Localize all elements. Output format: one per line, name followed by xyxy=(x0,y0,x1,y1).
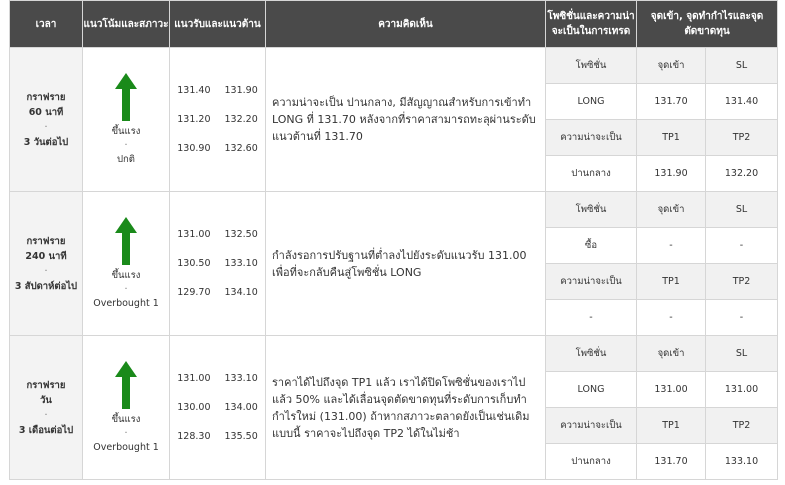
position-cell: ความน่าจะเป็น xyxy=(546,120,637,156)
position-cell: LONG xyxy=(546,84,637,120)
timeframe-line: 240 นาที xyxy=(25,250,67,262)
timeframe-line: กราฟราย xyxy=(26,235,66,247)
table-header-row xyxy=(10,1,778,48)
position-cell: โพซิชั่น xyxy=(546,336,637,372)
trend-strength-label: ขึ้นแรง xyxy=(111,125,141,137)
sl-tp2-cell: 132.20 xyxy=(706,156,778,192)
header-trend: แนวโน้มและสภาวะ xyxy=(83,1,170,48)
timeframe-cell xyxy=(10,192,83,336)
trend-condition-label: Overbought 1 xyxy=(93,297,159,309)
position-cell: ความน่าจะเป็น xyxy=(546,408,637,444)
support-value: 130.00 xyxy=(177,402,211,413)
sl-tp2-cell: TP2 xyxy=(706,264,778,300)
support-resistance-pair xyxy=(170,364,265,393)
sl-tp2-cell: 131.40 xyxy=(706,84,778,120)
header-support-resistance: แนวรับและแนวต้าน xyxy=(170,1,266,48)
up-arrow-icon xyxy=(115,73,137,121)
support-value: 130.50 xyxy=(177,258,211,269)
support-resistance-pair xyxy=(170,134,265,163)
resistance-value: 131.90 xyxy=(224,85,258,96)
table-row xyxy=(10,336,778,372)
sl-tp2-cell: TP2 xyxy=(706,408,778,444)
resistance-value: 135.50 xyxy=(224,431,258,442)
sl-tp2-cell: 133.10 xyxy=(706,444,778,480)
sl-tp2-cell: - xyxy=(706,300,778,336)
support-resistance-pair xyxy=(170,76,265,105)
entry-tp1-cell: จุดเข้า xyxy=(637,48,706,84)
position-cell: LONG xyxy=(546,372,637,408)
timeframe-line: 3 สัปดาห์ต่อไป xyxy=(14,280,78,292)
up-arrow-icon xyxy=(115,217,137,265)
trend-separator: · xyxy=(124,139,128,151)
support-resistance-pair xyxy=(170,393,265,422)
position-cell: โพซิชั่น xyxy=(546,48,637,84)
support-resistance-cell xyxy=(170,192,266,336)
position-cell: ปานกลาง xyxy=(546,444,637,480)
position-cell: โพซิชั่น xyxy=(546,192,637,228)
sl-tp2-cell: SL xyxy=(706,48,778,84)
trend-cell xyxy=(83,48,170,192)
timeframe-line: · xyxy=(44,265,48,277)
entry-tp1-cell: จุดเข้า xyxy=(637,336,706,372)
support-value: 131.40 xyxy=(177,85,211,96)
entry-tp1-cell: - xyxy=(637,300,706,336)
sl-tp2-cell: TP2 xyxy=(706,120,778,156)
resistance-value: 134.10 xyxy=(224,287,258,298)
support-resistance-cell xyxy=(170,48,266,192)
resistance-value: 133.10 xyxy=(224,373,258,384)
entry-tp1-cell: 131.70 xyxy=(637,444,706,480)
comment-cell: กำลังรอการปรับฐานที่ต่ำลงไปยังระดับแนวรับ 131.00 เพื่อที่จะกลับคืนสู่โพซิชั่น LONG xyxy=(266,192,546,336)
trend-cell xyxy=(83,336,170,480)
timeframe-line: กราฟราย xyxy=(26,91,66,103)
resistance-value: 132.60 xyxy=(224,143,258,154)
entry-tp1-cell: จุดเข้า xyxy=(637,192,706,228)
support-resistance-cell xyxy=(170,336,266,480)
entry-tp1-cell: TP1 xyxy=(637,120,706,156)
trend-condition-label: Overbought 1 xyxy=(93,441,159,453)
table-row xyxy=(10,48,778,84)
sl-tp2-cell: - xyxy=(706,228,778,264)
timeframe-line: 3 วันต่อไป xyxy=(23,136,69,148)
trend-strength-label: ขึ้นแรง xyxy=(111,269,141,281)
timeframe-line: กราฟราย xyxy=(26,379,66,391)
table-row xyxy=(10,192,778,228)
header-position: โพซิชั่นและความน่าจะเป็นในการเทรด xyxy=(546,1,637,48)
entry-tp1-cell: - xyxy=(637,228,706,264)
support-resistance-pair xyxy=(170,422,265,451)
position-cell: ซื้อ xyxy=(546,228,637,264)
resistance-value: 134.00 xyxy=(224,402,258,413)
support-resistance-pair xyxy=(170,220,265,249)
resistance-value: 132.20 xyxy=(224,114,258,125)
support-value: 128.30 xyxy=(177,431,211,442)
resistance-value: 133.10 xyxy=(224,258,258,269)
position-cell: - xyxy=(546,300,637,336)
sl-tp2-cell: 131.00 xyxy=(706,372,778,408)
sl-tp2-cell: SL xyxy=(706,192,778,228)
entry-tp1-cell: TP1 xyxy=(637,408,706,444)
entry-tp1-cell: 131.90 xyxy=(637,156,706,192)
support-value: 131.00 xyxy=(177,373,211,384)
entry-tp1-cell: TP1 xyxy=(637,264,706,300)
entry-tp1-cell: 131.00 xyxy=(637,372,706,408)
timeframe-cell xyxy=(10,336,83,480)
forecast-table-container xyxy=(9,0,777,480)
header-levels: จุดเข้า, จุดทำกำไรและจุดตัดขาดทุน xyxy=(637,1,778,48)
support-value: 129.70 xyxy=(177,287,211,298)
position-cell: ความน่าจะเป็น xyxy=(546,264,637,300)
position-cell: ปานกลาง xyxy=(546,156,637,192)
header-time: เวลา xyxy=(10,1,83,48)
resistance-value: 132.50 xyxy=(224,229,258,240)
header-comment: ความคิดเห็น xyxy=(266,1,546,48)
trend-condition-label: ปกติ xyxy=(117,153,135,165)
support-value: 131.20 xyxy=(177,114,211,125)
trend-strength-label: ขึ้นแรง xyxy=(111,413,141,425)
timeframe-line: · xyxy=(44,409,48,421)
entry-tp1-cell: 131.70 xyxy=(637,84,706,120)
timeframe-cell xyxy=(10,48,83,192)
support-resistance-pair xyxy=(170,105,265,134)
support-resistance-pair xyxy=(170,249,265,278)
timeframe-line: · xyxy=(44,121,48,133)
comment-cell: ความน่าจะเป็น ปานกลาง, มีสัญญาณสำหรับการเข้าทำ LONG ที่ 131.70 หลังจากที่ราคาสามารถทะลุผ่านระดับแนวต้านที่ 131.70 xyxy=(266,48,546,192)
support-value: 131.00 xyxy=(177,229,211,240)
trend-cell xyxy=(83,192,170,336)
support-resistance-pair xyxy=(170,278,265,307)
timeframe-line: วัน xyxy=(40,394,52,406)
comment-cell: ราคาได้ไปถึงจุด TP1 แล้ว เราได้ปิดโพซิชั่นของเราไปแล้ว 50% และได้เลื่อนจุดตัดขาดทุนที่ระดับการเก็บทำกำไรใหม่ (131.00) ถ้าหากสภาวะตลาดยังเป็นเช่นเดิมแบบนี้ ราคาจะไปถึงจุด TP2 ได้ในไม่ช้า xyxy=(266,336,546,480)
support-value: 130.90 xyxy=(177,143,211,154)
up-arrow-icon xyxy=(115,361,137,409)
trend-separator: · xyxy=(124,427,128,439)
timeframe-line: 3 เดือนต่อไป xyxy=(18,424,74,436)
trend-separator: · xyxy=(124,283,128,295)
timeframe-line: 60 นาที xyxy=(28,106,64,118)
forecast-table xyxy=(9,0,778,480)
sl-tp2-cell: SL xyxy=(706,336,778,372)
